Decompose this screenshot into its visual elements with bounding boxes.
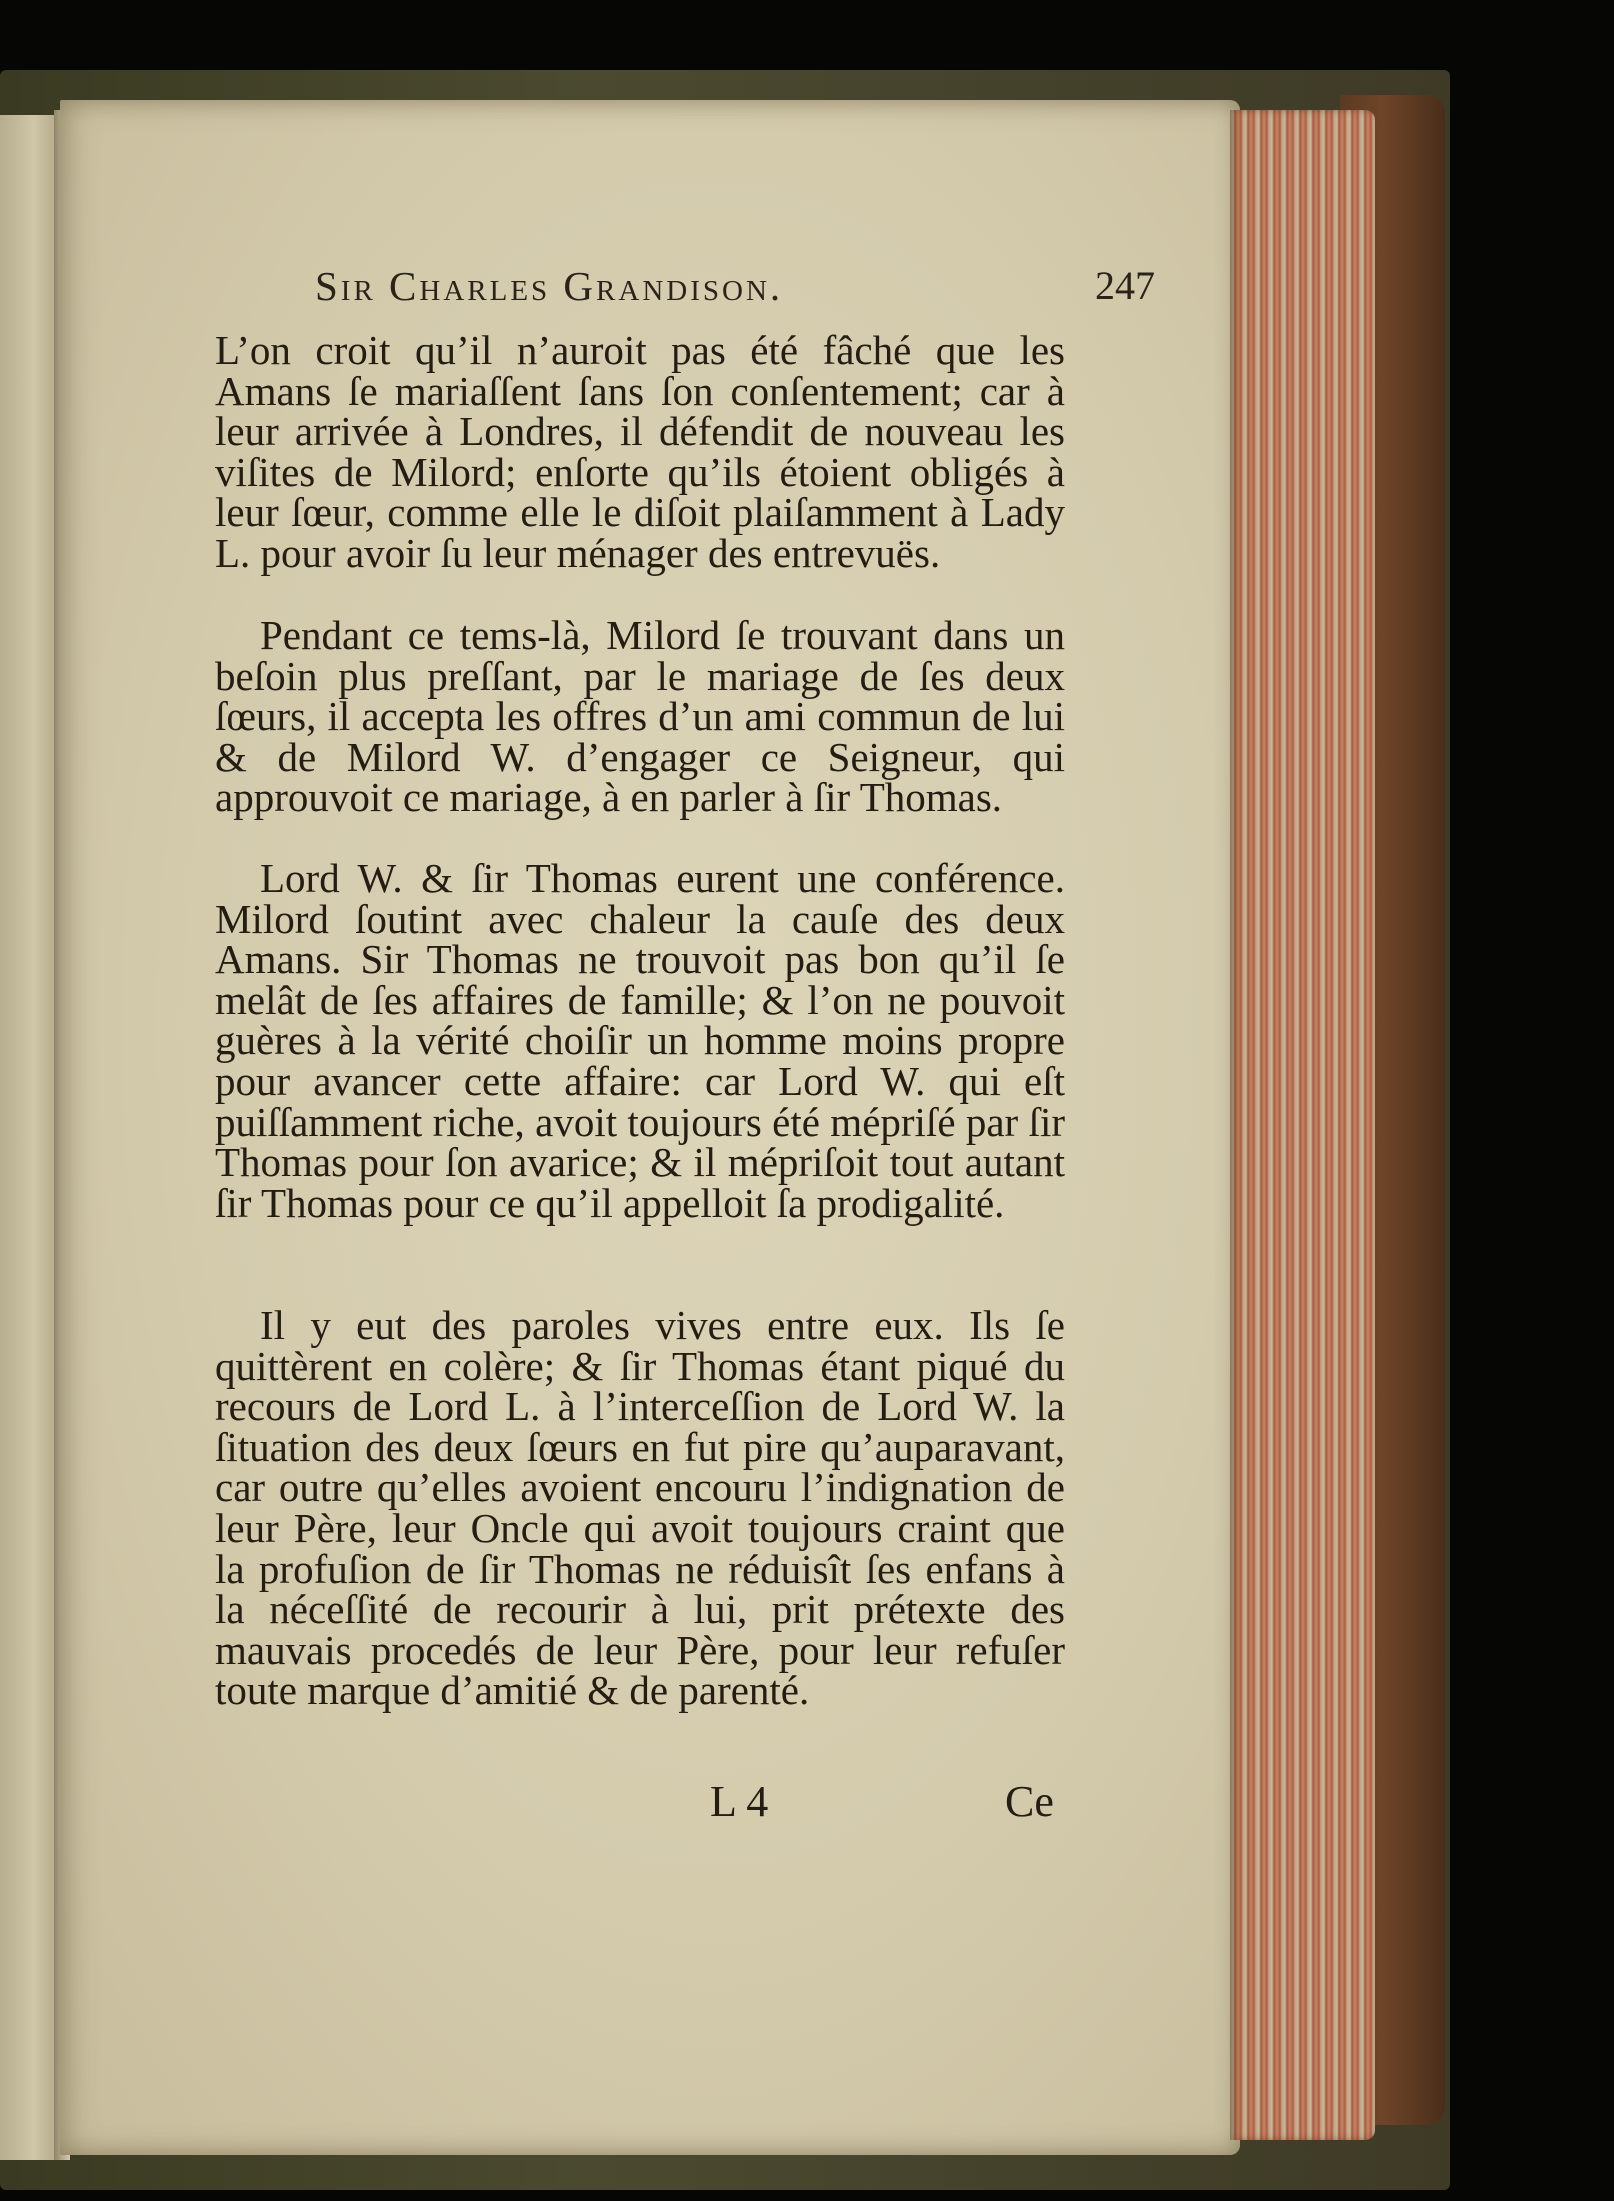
signature-mark: L 4 bbox=[710, 1777, 769, 1826]
paragraph-2: Pendant ce tems-là, Milord ſe trouvant dans un beſoin plus preſſant, par le mariage de ſes deux ſœurs, il accepta les offres d’un ami commun de lui & de Milord W. d’engager ce Seigneur, qui approuvoit ce mariage, à en parler à ſir Thomas. bbox=[215, 612, 1065, 821]
paragraph-3: Lord W. & ſir Thomas eurent une conférence. Milord ſoutint avec chaleur la cauſe des deux Amans. Sir Thomas ne trouvoit pas bon qu’il ſe melât de ſes affaires de famille; & l’on ne pouvoit guères à la vérité choiſir un homme moins propre pour avancer cette affaire: car Lord W. qui eſt puiſſamment riche, avoit toujours été mépriſé par ſir Thomas pour ſon avarice; & il mépriſoit tout autant ſir Thomas pour ce qu’il appelloit ſa prodigalité. bbox=[215, 855, 1065, 1226]
running-head bbox=[315, 262, 1155, 312]
running-head-title: Sir Charles Grandison. bbox=[315, 263, 784, 309]
page-fore-edge bbox=[1230, 110, 1375, 2140]
catchword: Ce bbox=[1005, 1777, 1054, 1826]
paragraph-1: L’on croit qu’il n’auroit pas été fâché que les Amans ſe mariaſſent ſans ſon conſentement; car à leur arrivée à Londres, il défendit de nouveau les viſites de Milord; enſorte qu’ils étoient obligés à leur ſœur, comme elle le diſoit plaiſamment à Lady L. pour avoir ſu leur ménager des entrevuës. bbox=[215, 327, 1065, 576]
paragraph-4: Il y eut des paroles vives entre eux. Ils ſe quittèrent en colère; & ſir Thomas étant piqué du recours de Lord L. à l’interceſſion de Lord W. la ſituation des deux ſœurs en fut pire qu’auparavant, car outre qu’elles avoient encouru l’indignation de leur Père, leur Oncle qui avoit toujours craint que la profuſion de ſir Thomas ne réduisît ſes enfans à la néceſſité de recourir à lui, prit prétexte des mauvais procedés de leur Père, pour leur refuſer toute marque d’amitié & de parenté. bbox=[215, 1302, 1065, 1714]
page-number: 247 bbox=[1095, 263, 1155, 308]
